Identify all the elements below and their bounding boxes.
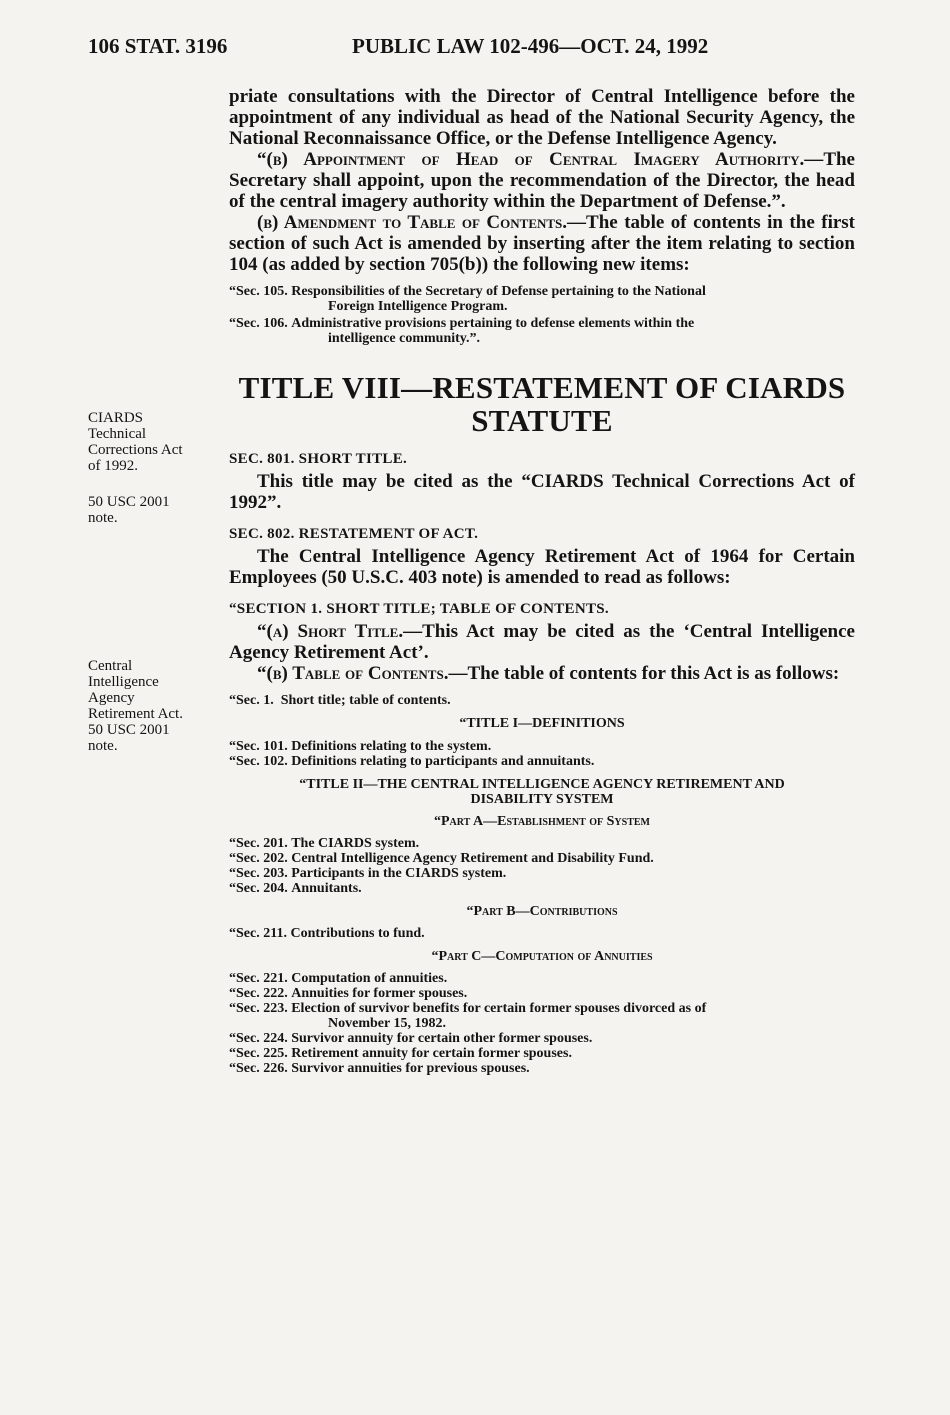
toc-item: “Sec. 222. Annuities for former spouses. bbox=[229, 986, 468, 1001]
section-802-heading: SEC. 802. RESTATEMENT OF ACT. bbox=[229, 526, 479, 542]
section-801-heading: SEC. 801. SHORT TITLE. bbox=[229, 451, 408, 467]
toc-title-i-heading: “TITLE I—DEFINITIONS bbox=[459, 716, 625, 731]
section-801-text: This title may be cited as the “CIARDS Technical Corrections Act of 1992”. bbox=[229, 471, 855, 513]
toc-part-b-items bbox=[229, 926, 855, 941]
subsection-heading: “(b) Appointment of Head of Central Imagery Authority.— bbox=[257, 149, 824, 170]
toc-restated-act bbox=[229, 693, 855, 1076]
section-1-a: “(a) Short Title.—This Act may be cited as the ‘Central Intelligence Agency Retirement Act’. bbox=[229, 621, 855, 663]
toc-item: “Sec. 226. Survivor annuities for previous spouses. bbox=[229, 1061, 530, 1076]
toc-part-b-heading: “Part B—Contributions bbox=[466, 904, 618, 919]
toc-inserted-items: “Sec. 105. Responsibilities of the Secretary of Defense pertaining to the National Foreign Intelligence Program. “Sec. 106. Administrative provisions pertaining to defense elements within the intelligence community.”. bbox=[229, 284, 855, 346]
toc-item: “Sec. 202. Central Intelligence Agency Retirement and Disability Fund. bbox=[229, 851, 654, 866]
section-1-heading: “SECTION 1. SHORT TITLE; TABLE OF CONTENTS. bbox=[229, 601, 609, 617]
toc-item: “Sec. 201. The CIARDS system. bbox=[229, 836, 420, 851]
toc-item: “Sec. 203. Participants in the CIARDS system. bbox=[229, 866, 507, 881]
toc-part-c-heading: “Part C—Computation of Annuities bbox=[431, 949, 653, 964]
toc-item: “Sec. 211. Contributions to fund. bbox=[229, 926, 425, 941]
section-802-text: The Central Intelligence Agency Retirement Act of 1964 for Certain Employees (50 U.S.C. 403 note) is amended to read as follows: bbox=[229, 546, 855, 588]
main-text bbox=[229, 86, 855, 1076]
toc-item: “Sec. 223. Election of survivor benefits for certain former spouses divorced as of bbox=[229, 1001, 707, 1016]
toc-item: “Sec. 224. Survivor annuity for certain other former spouses. bbox=[229, 1031, 593, 1046]
toc-part-a-items bbox=[229, 836, 855, 896]
page-stat-citation: 106 STAT. 3196 bbox=[88, 34, 228, 58]
toc-title-i-items bbox=[229, 739, 855, 769]
section-1-b: “(b) Table of Contents.—The table of contents for this Act is as follows: bbox=[257, 663, 840, 684]
paragraph-consultations: priate consultations with the Director of Central Intelligence before the appointment of any individual as head of the National Security Agency, the National Reconnaissance Office, or the Defense Intelligence Agency. bbox=[229, 86, 855, 149]
toc-item: “Sec. 1. Short title; table of contents. bbox=[229, 693, 451, 708]
paragraph-imagery-authority: “(b) Appointment of Head of Central Imagery Authority.—The Secretary shall appoint, upon the recommendation of the Director, the head of the central imagery authority within the Department of Defense.”. bbox=[229, 149, 855, 212]
toc-item: “Sec. 106. Administrative provisions pertaining to defense elements within the bbox=[229, 316, 695, 331]
title-viii-heading: TITLE VIII—RESTATEMENT OF CIARDS STATUTE bbox=[238, 370, 846, 438]
toc-item: “Sec. 101. Definitions relating to the system. bbox=[229, 739, 492, 754]
toc-title-ii-heading: “TITLE II—THE CENTRAL INTELLIGENCE AGENCY RETIREMENT AND DISABILITY SYSTEM bbox=[299, 777, 785, 807]
toc-item: “Sec. 225. Retirement annuity for certain former spouses. bbox=[229, 1046, 572, 1061]
paragraph-toc-amendment: (b) Amendment to Table of Contents.—The table of contents in the first section of such Act is amended by inserting after the item relating to section 104 (as added by section 705(b)) the following new items: bbox=[229, 212, 855, 275]
page-running-head: PUBLIC LAW 102-496—OCT. 24, 1992 bbox=[352, 34, 709, 58]
margin-note-usc-1: 50 USC 2001 note. bbox=[88, 494, 170, 526]
toc-item: “Sec. 204. Annuitants. bbox=[229, 881, 362, 896]
toc-item: “Sec. 105. Responsibilities of the Secretary of Defense pertaining to the National bbox=[229, 284, 706, 299]
margin-note-ciards-act: CIARDS Technical Corrections Act of 1992. bbox=[88, 410, 183, 474]
toc-item: “Sec. 102. Definitions relating to participants and annuitants. bbox=[229, 754, 595, 769]
toc-part-c-items: “Sec. 221. Computation of annuities. “Sec. 222. Annuities for former spouses. “Sec. 223. Election of survivor benefits for certain former spouses divorced as of November 15, 1982. “Sec. 224. Survivor annuity for certain other former spouses. “Sec. 225. Retirement annuity for certain former spouses. “Sec. 226. Survivor annuities for previous spouses. bbox=[229, 971, 855, 1076]
subsection-heading: (b) Amendment to Table of Contents.— bbox=[257, 212, 587, 233]
toc-item: “Sec. 221. Computation of annuities. bbox=[229, 971, 448, 986]
toc-part-a-heading: “Part A—Establishment of System bbox=[433, 814, 650, 829]
margin-note-cia-act: Central Intelligence Agency Retirement Act. 50 USC 2001 note. bbox=[88, 658, 183, 754]
